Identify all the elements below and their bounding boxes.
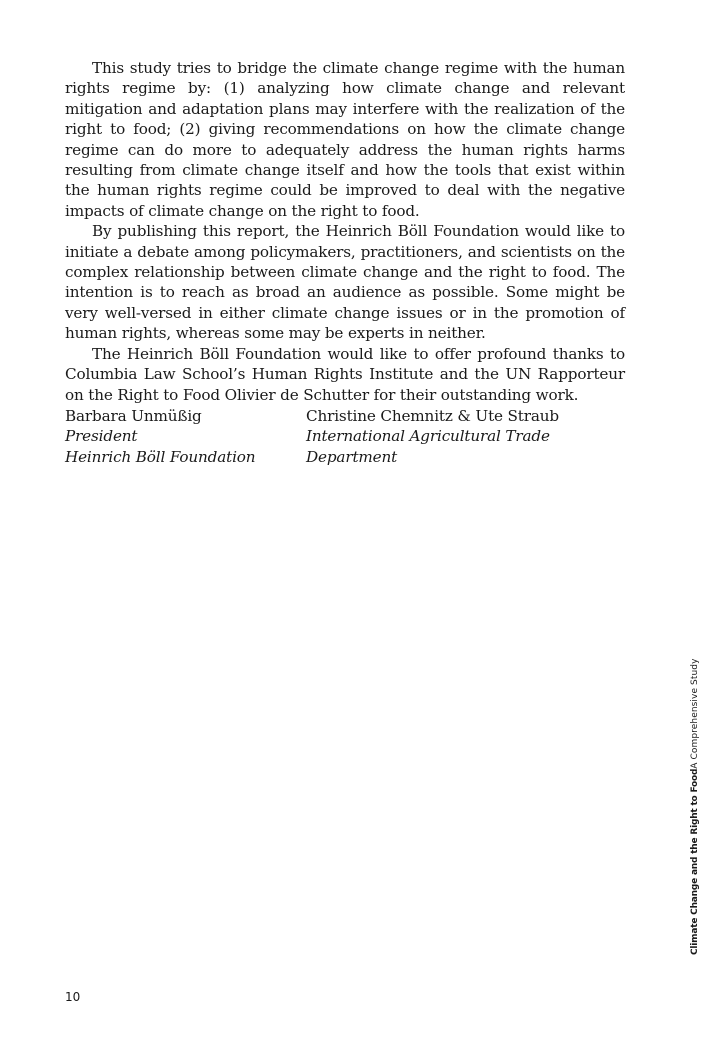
running-title [690, 658, 700, 955]
running-title-main: Climate Change and the Right to Food [690, 768, 700, 955]
signature-right [306, 406, 559, 467]
signer-title: President [65, 427, 138, 446]
paragraph-purpose: By publishing this report, the Heinrich Böll Foundation would like to initiate a debate among policymakers, practitioners, and scientists on the complex relationship between climate change and the right to food. The intention is to reach as broad an audience as possible. Some might be very well-versed in either climate change issues or in the promotion of human rights, whereas some may be experts in neither. [65, 222, 625, 343]
running-title-subtitle: A Comprehensive Study [690, 658, 700, 769]
paragraph-thanks: The Heinrich Böll Foundation would like to offer profound thanks to Columbia Law School’s Human Rights Institute and the UN Rapporteur on the Right to Food Olivier de Schutter for their outstanding work. [65, 344, 625, 404]
signature-left [65, 406, 255, 467]
signer-organization: Department [306, 447, 398, 466]
body-text [65, 58, 625, 405]
signer-title: International Agricultural Trade [306, 427, 550, 446]
signer-name: Christine Chemnitz & Ute Straub [306, 407, 559, 425]
signer-name: Barbara Unmüßig [65, 407, 202, 425]
page-number: 10 [65, 990, 81, 1004]
paragraph-intro: This study tries to bridge the climate change regime with the human rights regime by: (1) analyzing how climate change and relevant mitigation and adaptation plans may interfere with the realization of the right to food; (2) giving recommendations on how the climate change regime can do more to adequately address the human rights harms resulting from climate change itself and how the tools that exist within the human rights regime could be improved to deal with the negative impacts of climate change on the right to food. [65, 59, 625, 220]
signer-organization: Heinrich Böll Foundation [65, 447, 256, 466]
